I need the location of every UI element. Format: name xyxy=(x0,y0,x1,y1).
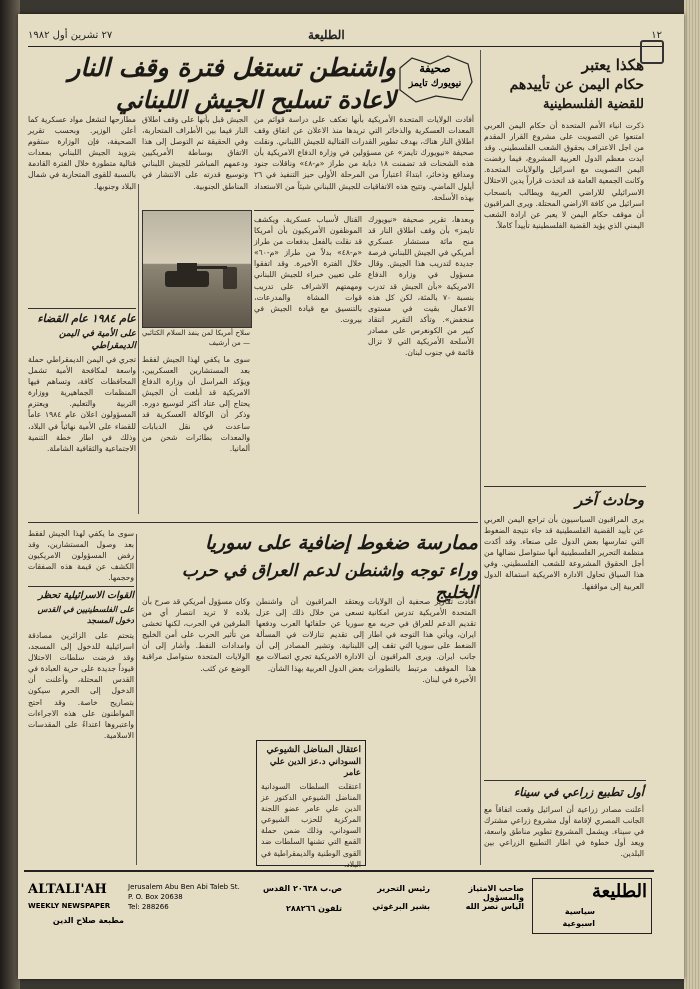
binding-edge xyxy=(0,0,20,989)
page-stack-edge xyxy=(684,0,700,989)
yemen-headline-2: على الأمية في اليمن الديمقراطي xyxy=(58,329,136,351)
yemen-story-text: تجري في اليمن الديمقراطي حملة واسعة لمكافحة الأمية تشمل المحافظات كافة، وتساهم فيها المنظمات الجماهيرية ووزارة التربية والتعليم. ويعتزم المسؤولون اعلان عام ١٩٨٤ عاماً للقضاء على الأمية نهائياً في البلاد، وذلك في اطار خطة التنمية الاجتماعية والثقافية الشاملة. xyxy=(28,355,136,453)
column-rule xyxy=(136,534,137,865)
footer-po-box: ص.ب ٢٠٦٣٨ القدس xyxy=(263,884,342,893)
syria-col-2: ويعتقد المراقبون أن واشنطن تسعى من خلال ذلك إلى عزل سوريا عن حلفائها العرب ودفعها إلى تقديم تنازلات في المسألة اللبنانية. وتشير المصادر إلى أن الادارة الامريكية تجري اتصالات مع بعض الدول العربية بهذا الشأن. xyxy=(256,597,364,673)
page-number: ١٢ xyxy=(651,30,662,41)
arrest-headline-2: السوداني د.عز الدين علي عامر xyxy=(269,757,361,778)
lead-col-2: وبعدها، تقرير صحيفة «نيويورك تايمز» بأن وقف اطلاق النار قد منح مائة مستشار عسكري أمريكي في الجيش اللبناني فرصة جديدة لتدريب هذا الجيش. وقال مسؤول في وزارة الدفاع الامريكية «بأن الجيش قد تدرب بنسبة ٧٠ بالمئة، لكن كل هذه الاعمال بقيت في مستوى منخفض». وتأكد التقرير انتقاد كبير من الكونغرس على مصادر الأسلحة الأمريكية التي لا تزال قائمة في جنوب لبنان. xyxy=(368,215,474,358)
footer-address xyxy=(128,882,240,912)
footer-address-3: Tel: 288266 xyxy=(128,903,169,911)
header-masthead: الطليعة xyxy=(308,28,345,42)
footer-masthead: الطليعة xyxy=(592,881,647,902)
quds-headline-2: على الفلسطينيين في القدس دخول المسجد xyxy=(37,604,134,625)
tank-photo xyxy=(142,210,252,328)
rule xyxy=(28,586,134,587)
syria-col-1: أفادت تقارير صحفية أن الولايات المتحدة الأمريكية تدرس امكانية تقديم الدعم للعراق في حربه مع ايران، ويأتي هذا التوجه في اطار الضغط على سوريا التي تقف إلى جانب ايران. ويرى المراقبون أن هذا الموقف مرتبط بالتطورات الأخيرة في لبنان. xyxy=(368,597,476,684)
tank-turret xyxy=(177,263,197,273)
right-headline-3: للقضية الفلسطينية xyxy=(543,97,644,112)
column-rule xyxy=(138,184,139,514)
kicker-text-2: نيويورك تايمز xyxy=(408,78,462,89)
tank-shape xyxy=(165,271,209,287)
footer-masthead-sub-1: سياسية xyxy=(564,907,595,916)
rule xyxy=(484,486,646,487)
column-rule xyxy=(480,50,481,865)
footer xyxy=(24,876,654,966)
arrest-box xyxy=(256,740,366,869)
right-headline-2: حكام اليمن عن تأييدهم xyxy=(509,77,644,93)
yemen-headline-1: عام ١٩٨٤ عام القضاء xyxy=(37,312,136,325)
syria-headline-1: ممارسة ضغوط إضافية على سوريا xyxy=(204,532,478,554)
lead-col-3: القتال لأسباب عسكرية. ويكشف الموظفون الأمريكيون بأن أمريكا قد نقلت بالفعل بدفعات من طراز «م-٤٨» بدلاً من طراز «م-٦٠» خلال الفترة الأخيرة. وقد اتفقوا على تعيين خبراء للجيش اللبناني ومهمتهم الاشراف على تدريب قوات المشاة والمدرعات، بالتنسيق مع قيادة الجيش في بيروت. xyxy=(254,215,362,324)
binder-clip-icon xyxy=(640,40,664,64)
footer-weekly: WEEKLY NEWSPAPER xyxy=(28,902,111,910)
right-story-3-text: أعلنت مصادر زراعية أن اسرائيل وقعت اتفاقاً مع الجانب المصري لإقامة أول مشروع زراعي مشترك في سيناء. ويشمل المشروع تطوير مناطق واسعة، ويعد أول خطوة في اطار التطبيع الزراعي بين البلدين. xyxy=(484,805,644,859)
quds-text: يتحتم على الزائرين مصادقة اسرائيلية للدخول إلى المسجد، وقد فرضت سلطات الاحتلال قيوداً جديدة على حرية العبادة في القدس المحتلة، وأعلنت أن الدخول إلى الحرم سيكون بتصاريح خاصة. وقد احتج المواطنون على هذه الاجراءات واعتبروها اعتداءً على المقدسات الاسلامية. xyxy=(28,631,134,740)
rule xyxy=(484,780,646,781)
footer-masthead-box xyxy=(532,878,652,934)
rule xyxy=(28,522,478,523)
side-story-a: سوى ما يكفي لهذا الجيش لفقط بعد المستشارين العسكريين، ويؤكد المراسل أن وزارة الدفاع الامريكية قد أبلغت أن الجيش يحتاج إلى عتاد أكثر لتوسيع دوره. وذكر أن الوكالة العسكرية قد ساعدت في نقل الدبابات والمعدات بطائرات شحن من ألمانيا. xyxy=(142,355,250,453)
arrest-text: اعتقلت السلطات السودانية المناضل الشيوعي الدكتور عز الدين علي عامر عضو اللجنة المركزية للحزب الشيوعي السوداني، وذلك ضمن حملة القمع التي تشنها السلطات ضد القوى الوطنية والديمقراطية في البلاد. xyxy=(261,782,361,869)
footer-masthead-sub-2: اسبوعية xyxy=(562,919,595,928)
footer-printer: مطبعة صلاح الدين xyxy=(52,916,124,925)
lead-col-4: الجيش قبل بأنها على وقف اطلاق النار فيما بين الأطراف المتحاربة، وفي الحقيقة تم التوصل إلى هذا الاتفاق بوساطة الأمريكيين ودعمهم المباشر للجيش اللبناني وتوسيع قدرته على الانتشار في المناطق الجنوبية. xyxy=(142,115,248,191)
footer-editor-name: بشير البرغوثي xyxy=(372,902,430,911)
left-side-text: سوى ما يكفي لهذا الجيش لفقط بعد وصول المستشارين، وقد رفض المسؤولون الامريكيون الكشف عن قيمة هذه الصفقات وحجمها. xyxy=(28,529,134,583)
footer-owner-label: صاحب الامتياز والمسؤول xyxy=(468,884,524,902)
right-story-2-headline: وحادث آخر xyxy=(575,491,644,509)
syria-headline-2: وراء توجه واشنطن لدعم العراق في حرب الخليج xyxy=(181,561,478,603)
footer-address-1: Jerusalem Abu Ben Abi Taleb St. xyxy=(128,883,240,891)
left-column-text: مطارحها لتشغل مواد عسكرية كما أعلن الوزير. وبحسب تقرير الصحيفة، فإن الوزارة ستقوم بتزويد الجيش اللبناني بمعدات قتالية متطورة خلال الفترة القادمة بالنسبة للقوى المتحاربة في شمال البلاد وجنوبها. xyxy=(28,115,136,191)
lead-col-1: أفادت الولايات المتحدة الأمريكية بأنها تعكف على دراسة قوائم من المعدات العسكرية والذخائر التي تريدها منذ الاعلان عن اتفاق وقف اطلاق النار هناك، بهدف تطوير القدرات القتالية للجيش اللبناني. ونقلت صحيفة «نيويورك تايمز» عن مسؤولين في وزارة الدفاع الامريكية بأن هذه الشحنات قد تضمنت ١٨ دبابة من طراز «م-٤٨» وناقلات جنود ومدافع وذخائر، ابتداءً اعتباراً من المرحلة الأولى حيز التنفيذ في ٢٦ أيلول الماضي. وتتيح هذه الاتفاقيات للجيش اللبناني شيئاً من الاستعداد بهذه الأسلحة. xyxy=(254,115,474,202)
right-story-1-text: ذكرت انباء الأمم المتحدة أن حكام اليمن العربي امتنعوا عن التصويت على مشروع القرار المقدم من اجل الاعتراف بحقوق الشعب الفلسطيني. وقد ايدت معظم الدول العربية المشروع، فيما رفضت اليمن التصويت مع اسرائيل والولايات المتحدة. وكانت الجمعية العامة قد اتخذت قراراً يدين الاحتلال الاسرائيلي للاراضي العربية ويطالب بانسحاب اسرائيل من كافة الاراضي المحتلة. ويرى المراقبون أن موقف حكام اليمن لا يعبر عن ارادة الشعب اليمني الذي يؤيد القضية الفلسطينية تأييداً كاملاً. xyxy=(484,121,644,230)
right-headline-1: هكذا يعتبر xyxy=(581,56,644,74)
footer-address-2: P. O. Box 20638 xyxy=(128,893,183,901)
arrest-headline-1: اعتقال المناضل الشيوعي xyxy=(266,745,361,755)
kicker-text-1: صحيفة xyxy=(419,62,451,75)
soldier-shape xyxy=(223,267,237,289)
syria-col-3: وكان مسؤول أمريكي قد صرح بأن بلاده لا تريد انتصار أي من الطرفين في الحرب، لكنها تخشى من تأثير الحرب على أمن الخليج وامدادات النفط. وأشار إلى أن الولايات المتحدة ستواصل مراقبة الوضع عن كثب. xyxy=(142,597,250,673)
footer-phone: تلفون ٢٨٨٢٦٦ xyxy=(286,904,342,913)
footer-editor-label: رئيس التحرير xyxy=(377,884,430,893)
newspaper-page xyxy=(18,14,684,979)
photo-caption: سلاح أمريكا لمن ينفذ السلام الكتائبي — من أرشيف xyxy=(142,329,250,347)
footer-rule xyxy=(24,870,654,872)
header-date: ٢٧ تشرين أول ١٩٨٢ xyxy=(28,30,113,41)
right-story-2-text: يرى المراقبون السياسيون بأن تراجع اليمن العربي عن تأييد القضية الفلسطينية قد جاء نتيجة الضغوط التي تمارسها بعض الدول على صنعاء. وقد أكدت منظمة التحرير الفلسطينية أنها ستواصل نضالها من أجل الحقوق المشروعة للشعب الفلسطيني. وفي هذا السياق تحاول الادارة الامريكية استمالة الدول العربية إلى مواقفها. xyxy=(484,515,644,591)
page-header xyxy=(28,28,662,47)
lead-headline-2: لاعادة تسليح الجيش اللبناني xyxy=(115,85,396,114)
lead-kicker xyxy=(396,54,474,104)
footer-owner-name: الياس نصر الله xyxy=(465,902,524,911)
right-story-3-headline: أول تطبيع زراعي في سيناء xyxy=(513,785,644,799)
quds-headline-1: القوات الاسرائيلية تحظر xyxy=(38,590,134,601)
lead-headline-1: واشنطن تستغل فترة وقف النار xyxy=(68,53,396,82)
rule xyxy=(254,210,474,211)
footer-logo-latin: ALTALI'AH xyxy=(28,882,107,897)
rule xyxy=(28,308,136,309)
